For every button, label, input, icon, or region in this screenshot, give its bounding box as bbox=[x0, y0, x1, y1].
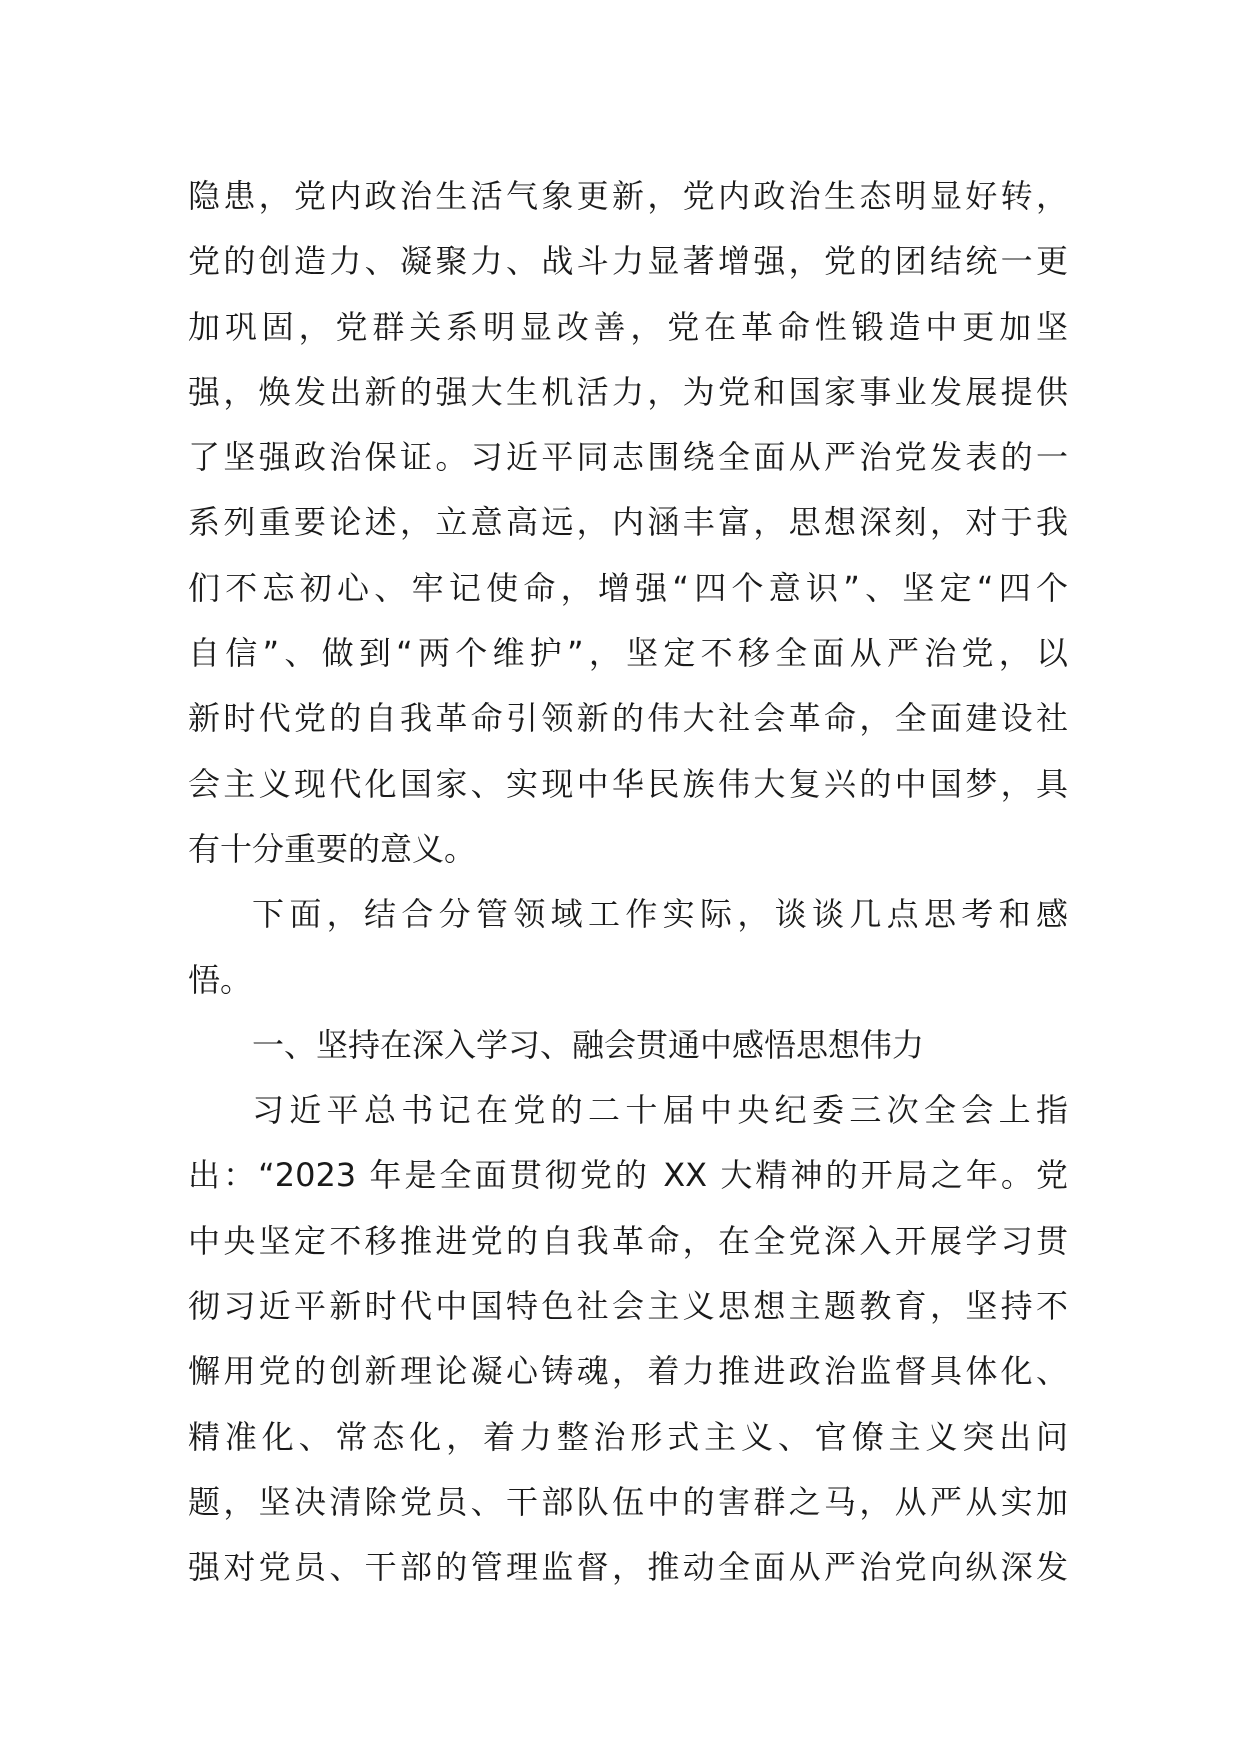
paragraph-start-line: 习近平总书记在党的二十届中央纪委三次全会上指 bbox=[252, 1091, 1068, 1130]
text-line: 自信”、做到“两个维护”，坚定不移全面从严治党，以 bbox=[188, 634, 1068, 673]
text-line: 精准化、常态化，着力整治形式主义、官僚主义突出问 bbox=[188, 1417, 1068, 1456]
text-line: 强对党员、干部的管理监督，推动全面从严治党向纵深发 bbox=[188, 1548, 1068, 1587]
text-line: 会主义现代化国家、实现中华民族伟大复兴的中国梦，具 bbox=[188, 764, 1068, 803]
text-line: 加巩固，党群关系明显改善，党在革命性锻造中更加坚 bbox=[188, 307, 1068, 346]
text-line: 懈用党的创新理论凝心铸魂，着力推进政治监督具体化、 bbox=[188, 1352, 1068, 1391]
paragraph-start-line: 下面，结合分管领域工作实际，谈谈几点思考和感 bbox=[252, 895, 1068, 934]
text-line: 新时代党的自我革命引领新的伟大社会革命，全面建设社 bbox=[188, 699, 1068, 738]
section-heading: 一、坚持在深入学习、融会贯通中感悟思想伟力 bbox=[252, 1025, 925, 1064]
text-line: 了坚强政治保证。习近平同志围绕全面从严治党发表的一 bbox=[188, 438, 1068, 477]
text-line: 中央坚定不移推进党的自我革命，在全党深入开展学习贯 bbox=[188, 1221, 1068, 1260]
body-text bbox=[188, 164, 1068, 1601]
text-line: 出：“2023 年是全面贯彻党的 XX 大精神的开局之年。党 bbox=[188, 1156, 1068, 1195]
text-line: 题，坚决清除党员、干部队伍中的害群之马，从严从实加 bbox=[188, 1482, 1068, 1521]
text-line: 强，焕发出新的强大生机活力，为党和国家事业发展提供 bbox=[188, 372, 1068, 411]
text-line: 系列重要论述，立意高远，内涵丰富，思想深刻，对于我 bbox=[188, 503, 1068, 542]
text-line: 们不忘初心、牢记使命，增强“四个意识”、坚定“四个 bbox=[188, 568, 1068, 607]
paragraph-end-line: 悟。 bbox=[188, 960, 253, 999]
paragraph-end-line: 有十分重要的意义。 bbox=[188, 829, 477, 868]
text-line: 党的创造力、凝聚力、战斗力显著增强，党的团结统一更 bbox=[188, 242, 1068, 281]
text-line: 彻习近平新时代中国特色社会主义思想主题教育，坚持不 bbox=[188, 1287, 1068, 1326]
text-line: 隐患，党内政治生活气象更新，党内政治生态明显好转， bbox=[188, 177, 1068, 215]
